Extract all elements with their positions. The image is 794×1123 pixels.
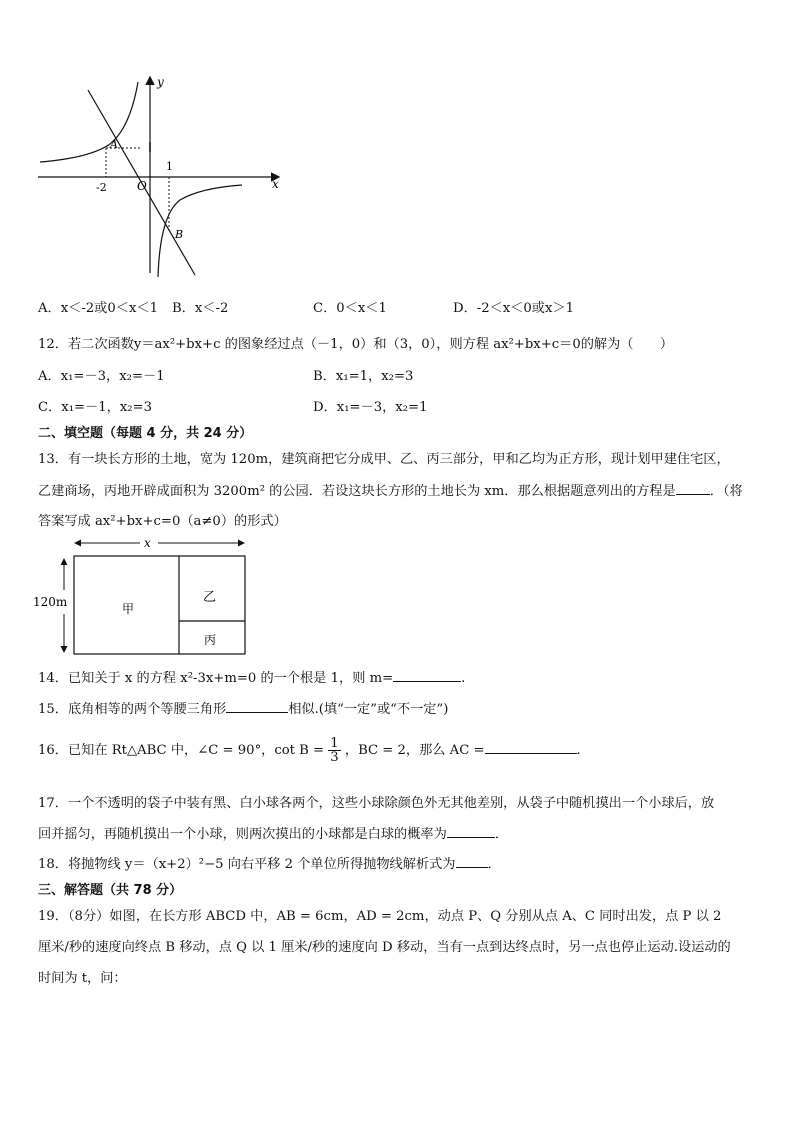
q11-option-c: C．0＜x＜1 [313, 301, 387, 316]
q13-line-2: 乙建商场，丙地开辟成面积为 3200m² 的公园．若设这块长方形的土地长为 xm．那么根据题意列出的方程是 ．（将 [38, 484, 743, 499]
function-graph [30, 70, 290, 280]
q13-line-1: 13．有一块长方形的土地，宽为 120m，建筑商把它分成甲、乙、丙三部分，甲和乙均为正方形，现计划甲建住宅区， [38, 452, 730, 467]
tick-label-1: 1 [166, 160, 173, 173]
q13-line-3: 答案写成 ax²+bx+c=0（a≠0）的形式） [38, 514, 287, 529]
q11-option-d: D．-2＜x＜0或x＞1 [453, 301, 575, 316]
fig-x-label: x [144, 536, 151, 550]
q11-option-b: B．x＜-2 [172, 301, 229, 316]
q17-line-1: 17．一个不透明的袋子中装有黑、白小球各两个，这些小球除颜色外无其他差别，从袋子中随机摸出一个小球后，放 [38, 796, 715, 811]
q18: 18．将抛物线 y＝（x+2）²−5 向右平移 2 个单位所得抛物线解析式为 ． [38, 857, 501, 872]
q19-line-1: 19．（8分）如图，在长方形 ABCD 中，AB = 6cm，AD = 2cm，动点 P、Q 分别从点 A、C 同时出发，点 P 以 2 [38, 909, 722, 924]
fig-width-label: 120m [33, 595, 68, 609]
q14: 14．已知关于 x 的方程 x²-3x+m=0 的一个根是 1，则 m= . [38, 671, 466, 686]
q12-stem: 12．若二次函数y＝ax²+bx+c 的图象经过点（－1，0）和（3，0），则方程 ax²+bx+c＝0的解为（ ） [38, 337, 674, 352]
point-a-label: A [110, 138, 118, 151]
q19-line-2: 厘米/秒的速度向终点 B 移动，点 Q 以 1 厘米/秒的速度向 D 移动，当有一点到达终点时，另一点也停止运动.设运动的 [38, 940, 731, 955]
outer-rect [74, 556, 245, 654]
q11-option-a: A．x＜-2或0＜x＜1 [38, 301, 158, 316]
y-label: y [157, 75, 164, 89]
q19-line-3: 时间为 t，问： [38, 971, 127, 986]
q14-answer-blank[interactable] [393, 669, 461, 682]
q12-option-a: A．x₁=－3，x₂=－1 [38, 369, 165, 384]
origin-label: O [137, 179, 147, 193]
q16-fraction: $\frac{1}{3}$ [330, 736, 339, 766]
q12-option-b: B．x₁=1，x₂=3 [313, 369, 414, 384]
region-jia: 甲 [122, 602, 135, 616]
point-b-label: B [175, 228, 184, 241]
q17-answer-blank[interactable] [447, 825, 495, 838]
q16-answer-blank[interactable] [485, 741, 577, 754]
x-label: x [272, 177, 279, 191]
q12-option-d: D．x₁=－3，x₂=1 [313, 400, 428, 415]
q13-answer-blank[interactable] [676, 482, 710, 495]
q12-option-c: C．x₁=－1，x₂=3 [38, 400, 152, 415]
q15-answer-blank[interactable] [226, 700, 288, 713]
q13-figure [30, 532, 260, 657]
hyperbola-lower-right [158, 185, 242, 277]
q15: 15．底角相等的两个等腰三角形 相似.(填“一定”或“不一定”) [38, 702, 449, 717]
section-3-heading: 三、解答题（共 78 分） [38, 883, 183, 898]
q17-line-2: 回并摇匀，再随机摸出一个小球，则两次摸出的小球都是白球的概率为 ． [38, 827, 508, 842]
q16: 16．已知在 Rt△ABC 中，∠C = 90°，cot B = $\frac{1}{3}$ ，BC = 2，那么 AC = . [38, 736, 581, 766]
tick-label-neg2: -2 [96, 181, 107, 194]
region-yi: 乙 [203, 590, 217, 605]
section-2-heading: 二、填空题（每题 4 分，共 24 分） [38, 426, 253, 441]
q18-answer-blank[interactable] [456, 855, 488, 868]
region-bing: 丙 [204, 633, 217, 647]
